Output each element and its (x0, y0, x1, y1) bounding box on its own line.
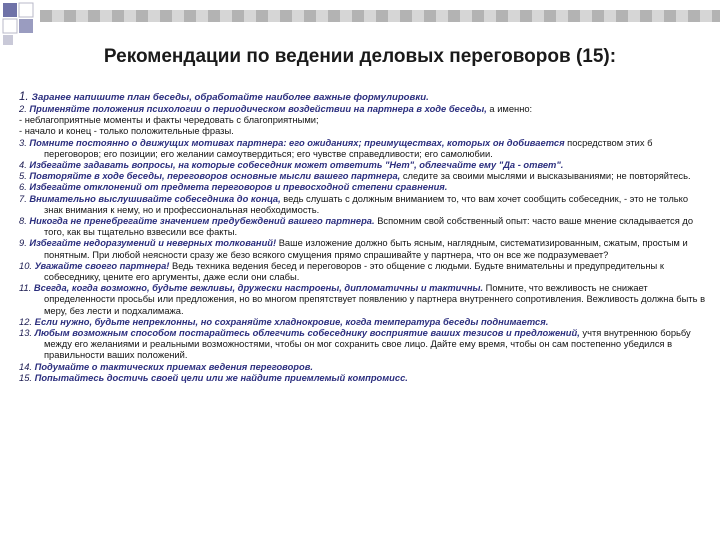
item-number: 9. (19, 238, 30, 249)
item-text: Ваше изложение должно быть ясным, наглядным, систематизированным, сжатым, простым и понятным. При любой неясности сразу же безо всякого смущения прямо спрашивайте у партнера, что он все же подразумевает? (44, 238, 688, 260)
recommendation-item (19, 126, 709, 137)
item-number: 3. (19, 137, 30, 148)
item-emphasis-text: Подумайте о тактических приемах ведения переговоров. (34, 361, 313, 372)
recommendation-item (19, 317, 709, 328)
item-number: 5. (19, 171, 30, 182)
recommendation-item (19, 115, 709, 126)
item-text: посредством этих б переговоров; его позиции; его желании самоутвердиться; его чувстве справедливости; его самолюбии. (44, 137, 653, 159)
item-number: 1. (19, 91, 32, 103)
header-stripe-decoration (40, 10, 720, 22)
item-emphasis-text: Внимательно выслушивайте собеседника до конца, (29, 193, 284, 204)
item-emphasis-text: Помните постоянно о движущих мотивах партнера: его ожиданиях; преимуществах, которых он добивается (29, 137, 568, 148)
item-emphasis-text: Любым возможным способом постарайтесь облегчить собеседнику восприятие ваших тезисов и предложений, (34, 328, 583, 339)
item-text: следите за своими мыслями и высказываниями; не повторяйтесь. (402, 171, 691, 182)
item-number: 10. (19, 260, 35, 271)
item-emphasis-text: Никогда не пренебрегайте значением предубеждений вашего партнера. (29, 216, 378, 227)
recommendation-item (19, 91, 709, 104)
recommendation-item (19, 138, 709, 160)
item-number: 4. (19, 160, 30, 171)
recommendation-item (19, 283, 709, 317)
item-number: 7. (19, 193, 30, 204)
item-emphasis-text: Заранее напишите план беседы, обработайте наиболее важные формулировки. (31, 92, 429, 103)
recommendation-item (19, 373, 709, 384)
recommendation-item (19, 216, 709, 238)
item-emphasis-text: Всегда, когда возможно, будьте вежливы, дружески настроены, дипломатичны и тактичны. (33, 283, 486, 294)
item-emphasis-text: Избегайте отклонений от предмета переговоров и превосходной степени сравнения. (29, 182, 448, 193)
recommendation-item (19, 238, 709, 260)
item-text: ведь слушать с должным вниманием то, что вам хочет сообщить собеседник, - это не только знак внимания к нему, но и профессиональная необходимость. (44, 193, 689, 215)
item-text: - неблагоприятные моменты и факты чередовать с благоприятными; (19, 115, 319, 126)
item-number: 8. (19, 216, 30, 227)
item-number: 15. (19, 372, 35, 383)
item-number: 14. (19, 361, 35, 372)
item-emphasis-text: Повторяйте в ходе беседы, переговоров основные мысли вашего партнера, (29, 171, 403, 182)
item-text: Помните, что вежливость не снижает определенности просьбы или предложения, но во многом препятствует появлению у партнера внутреннего сопротивления. Вежливость должна быть в меру, без лести и подхалимажа. (44, 283, 706, 316)
recommendation-item (19, 328, 709, 362)
recommendation-item (19, 171, 709, 182)
item-number: 2. (19, 104, 30, 114)
item-emphasis-text: Избегайте задавать вопросы, на которые собеседник может ответить "Нет", облегчайте ему "Да - ответ". (29, 160, 564, 171)
item-emphasis-text: Избегайте недоразумений и неверных толкований! (29, 238, 279, 249)
recommendations-list (19, 91, 709, 384)
recommendation-item (19, 194, 709, 216)
item-number: 12. (19, 316, 35, 327)
item-emphasis-text: Уважайте своего партнера! (34, 260, 172, 271)
recommendation-item (19, 104, 709, 115)
item-text: - начало и конец - только положительные фразы. (19, 126, 234, 137)
recommendation-item (19, 182, 709, 193)
recommendation-item (19, 362, 709, 373)
item-text: учтя внутреннюю борьбу между его желаниями и реальными возможностями, чтобы он мог сохранить свое лицо. Дайте ему время, чтобы он сам постепенно убедился в правильности ваших положений. (44, 328, 691, 361)
item-number: 11. (19, 283, 34, 294)
slide-title: Рекомендации по ведении деловых переговоров (15): (103, 46, 617, 67)
corner-squares-decoration (0, 0, 60, 50)
recommendation-item (19, 261, 709, 283)
item-emphasis-text: Попытайтесь достичь своей цели или же найдите приемлемый компромисс. (34, 372, 408, 383)
item-number: 6. (19, 182, 30, 193)
item-text: Ведь техника ведения бесед и переговоров - это общение с людьми. Будьте внимательны и предупредительны к собеседнику, цените его аргументы, даже если они слабы. (44, 260, 664, 283)
item-text: Вспомним свой собственный опыт: часто ваше мнение складывается до того, как вы тщательно взвесили все факты. (44, 216, 694, 238)
recommendation-item (19, 160, 709, 171)
item-text: а именно: (489, 104, 533, 114)
item-number: 13. (19, 328, 35, 339)
item-emphasis-text: Применяйте положения психологии о периодическом воздействии на партнера в ходе беседы, (29, 104, 490, 114)
item-emphasis-text: Если нужно, будьте непреклонны, но сохраняйте хладнокровие, когда температура беседы поднимается. (34, 316, 549, 327)
